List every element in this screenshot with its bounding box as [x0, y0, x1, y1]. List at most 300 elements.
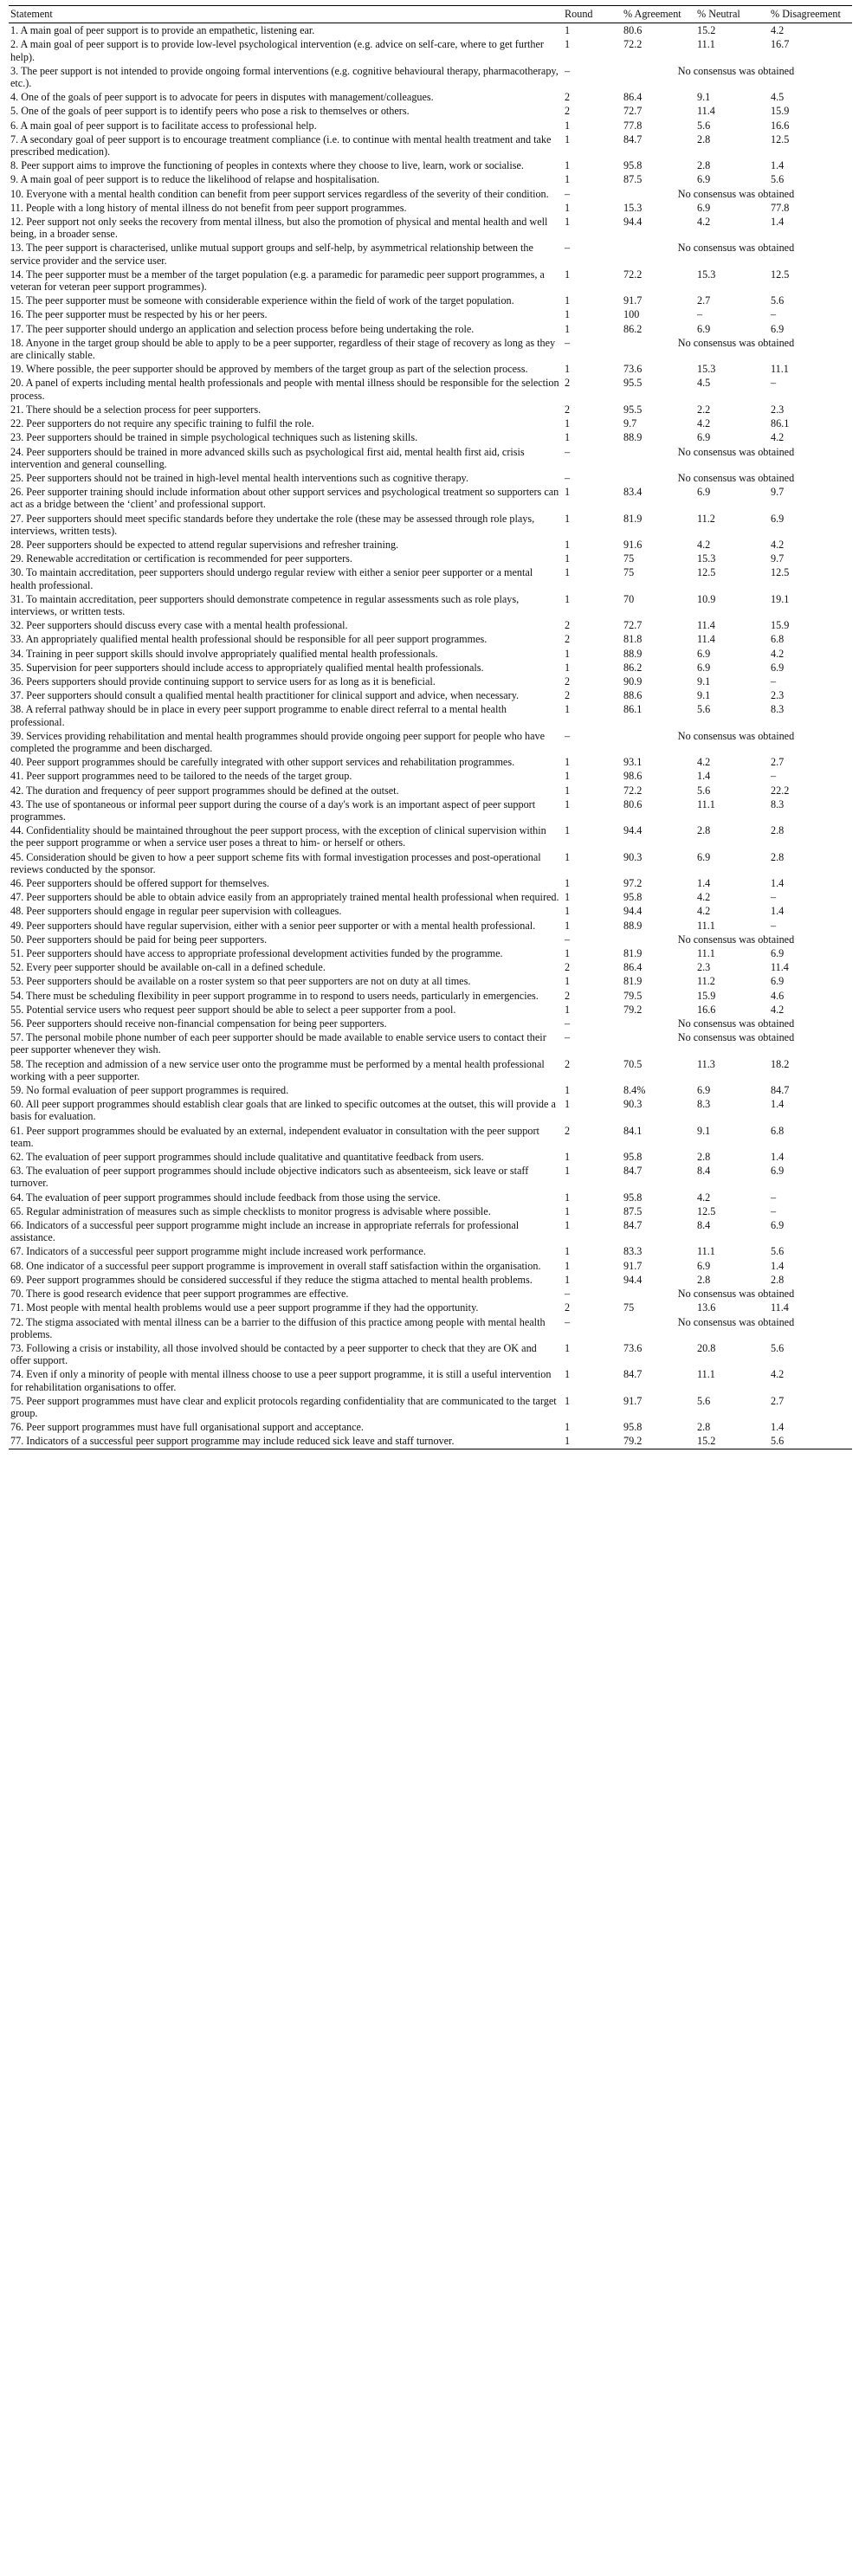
disagreement-cell: 11.4 — [771, 961, 789, 974]
agreement-cell: 90.9 — [623, 675, 643, 688]
neutral-cell: 6.9 — [697, 850, 711, 863]
round-cell: 2 — [565, 1301, 571, 1314]
neutral-cell: 2.8 — [697, 1421, 711, 1434]
table-row — [9, 1003, 852, 1017]
agreement-cell: 81.9 — [623, 975, 643, 988]
no-consensus-cell: No consensus was obtained — [677, 445, 795, 458]
table-row — [9, 336, 852, 362]
disagreement-cell: 2.7 — [771, 756, 785, 769]
table-row — [9, 919, 852, 933]
neutral-cell: 13.6 — [697, 1301, 716, 1314]
disagreement-cell: 4.2 — [771, 647, 785, 660]
table-row — [9, 1164, 852, 1190]
neutral-cell: 4.2 — [697, 891, 711, 904]
statement-cell: 50. Peer supporters should be paid for being peer supporters. — [10, 933, 268, 946]
round-cell: 1 — [565, 1368, 571, 1381]
table-row — [9, 1301, 852, 1314]
agreement-cell: 95.8 — [623, 1191, 643, 1204]
neutral-cell: 11.1 — [697, 797, 715, 810]
round-cell: 1 — [565, 877, 571, 889]
table-row — [9, 172, 852, 186]
statement-cell: 47. Peer supporters should be able to obtain advice easily from an appropriately trained mental health professional when required. — [10, 891, 559, 904]
neutral-cell: 5.6 — [697, 784, 711, 797]
agreement-cell: 73.6 — [623, 1341, 643, 1354]
table-row — [9, 322, 852, 336]
table-row — [9, 23, 852, 38]
round-cell: – — [565, 1288, 571, 1301]
round-cell: 2 — [565, 689, 571, 702]
table-row — [9, 403, 852, 416]
statement-cell: 5. One of the goals of peer support is to identify peers who pose a risk to themselves or others. — [10, 105, 410, 118]
statement-cell: 43. The use of spontaneous or informal peer support during the course of a day's work is an important aspect of peer support programmes. — [10, 797, 536, 823]
round-cell: 1 — [565, 308, 571, 321]
disagreement-cell: 6.9 — [771, 947, 785, 960]
round-cell: 1 — [565, 322, 571, 335]
agreement-cell: 88.9 — [623, 647, 643, 660]
neutral-cell: 4.2 — [697, 905, 711, 918]
round-cell: 1 — [565, 1259, 571, 1272]
agreement-cell: 8.4% — [623, 1084, 646, 1097]
table-row — [9, 960, 852, 974]
disagreement-cell: 9.7 — [771, 486, 785, 499]
statement-cell: 29. Renewable accreditation or certification is recommended for peer supporters. — [10, 552, 352, 565]
table-row — [9, 946, 852, 960]
disagreement-cell: 2.8 — [771, 824, 785, 837]
no-consensus-cell: No consensus was obtained — [677, 471, 795, 484]
neutral-cell: 6.9 — [697, 322, 711, 335]
agreement-cell: 77.8 — [623, 119, 643, 132]
no-consensus-cell: No consensus was obtained — [677, 336, 795, 349]
table-row — [9, 294, 852, 307]
disagreement-cell: 6.9 — [771, 975, 785, 988]
disagreement-cell: – — [771, 770, 777, 783]
disagreement-cell: – — [771, 1204, 777, 1217]
disagreement-cell: 9.7 — [771, 552, 785, 565]
statement-cell: 17. The peer supporter should undergo an application and selection process before being undertaking the role. — [10, 322, 475, 335]
table-row — [9, 187, 852, 201]
agreement-cell: 80.6 — [623, 24, 643, 37]
table-row — [9, 416, 852, 430]
statement-cell: 38. A referral pathway should be in place in every peer support programme to enable direct referral to a mental health professional. — [10, 703, 507, 728]
round-cell: 1 — [565, 1165, 571, 1178]
round-cell: 1 — [565, 1098, 571, 1111]
agreement-cell: 81.9 — [623, 512, 643, 525]
statement-cell: 23. Peer supporters should be trained in simple psychological techniques such as listening skills. — [10, 431, 418, 444]
agreement-cell: 94.4 — [623, 216, 643, 229]
round-cell: 2 — [565, 633, 571, 646]
table-row — [9, 565, 852, 591]
round-cell: – — [565, 242, 571, 255]
round-cell: 2 — [565, 961, 571, 974]
agreement-cell: 94.4 — [623, 905, 643, 918]
table-row — [9, 215, 852, 241]
statement-cell: 16. The peer supporter must be respected by his or her peers. — [10, 308, 268, 321]
round-cell: 1 — [565, 1204, 571, 1217]
agreement-cell: 72.7 — [623, 619, 643, 632]
neutral-cell: 11.1 — [697, 1245, 715, 1258]
table-row — [9, 729, 852, 755]
statement-cell: 48. Peer supporters should engage in regular peer supervision with colleagues. — [10, 905, 342, 918]
statement-cell: 65. Regular administration of measures such as simple checklists to monitor progress is advisable where possible. — [10, 1204, 491, 1217]
agreement-cell: 79.5 — [623, 989, 643, 1002]
disagreement-cell: 2.8 — [771, 850, 785, 863]
agreement-cell: 84.1 — [623, 1124, 643, 1137]
statement-cell: 54. There must be scheduling flexibility in peer support programme in to respond to users needs, particularly in emergencies. — [10, 989, 539, 1002]
neutral-cell: 5.6 — [697, 703, 711, 716]
disagreement-cell: 12.5 — [771, 268, 790, 281]
agreement-cell: 70.5 — [623, 1057, 643, 1070]
neutral-cell: 4.2 — [697, 756, 711, 769]
round-cell: 1 — [565, 119, 571, 132]
statement-cell: 68. One indicator of a successful peer support programme is improvement in overall staff satisfaction within the organisation. — [10, 1259, 541, 1272]
table-row — [9, 268, 852, 294]
table-row — [9, 376, 852, 402]
round-cell: 1 — [565, 201, 571, 214]
statement-cell: 44. Confidentiality should be maintained throughout the peer support process, with the exception of clinical supervision within the peer support programme or when a service user poses a threat to him- or herself or others. — [10, 824, 546, 849]
statement-cell: 28. Peer supporters should be expected to attend regular supervisions and refresher training. — [10, 538, 399, 551]
round-cell: 1 — [563, 1434, 622, 1449]
neutral-cell: 1.4 — [697, 770, 711, 783]
round-cell: 1 — [565, 216, 571, 229]
table-row — [9, 1204, 852, 1218]
statement-cell: 62. The evaluation of peer support programmes should include qualitative and quantitative feedback from users. — [10, 1151, 484, 1164]
neutral-cell: 2.3 — [697, 961, 711, 974]
statement-cell: 52. Every peer supporter should be available on-call in a defined schedule. — [10, 961, 326, 974]
disagreement-cell: 1.4 — [771, 216, 785, 229]
agreement-cell: 98.6 — [623, 770, 643, 783]
agreement-cell: 95.8 — [623, 159, 643, 172]
round-cell: – — [565, 471, 571, 484]
table-row — [9, 201, 852, 215]
neutral-cell: 6.9 — [697, 1259, 711, 1272]
table-row — [9, 430, 852, 444]
neutral-cell: 12.5 — [697, 1204, 716, 1217]
disagreement-cell: 4.2 — [771, 431, 785, 444]
round-cell: 1 — [565, 661, 571, 674]
round-cell: 2 — [565, 377, 571, 390]
neutral-cell: 9.1 — [697, 689, 711, 702]
agreement-cell: 72.2 — [623, 38, 643, 51]
disagreement-cell: 1.4 — [771, 1098, 785, 1111]
statement-cell: 58. The reception and admission of a new service user onto the programme must be performed by a mental health professional working with a peer supporter. — [10, 1057, 545, 1082]
table-row — [9, 797, 852, 823]
no-consensus-cell: No consensus was obtained — [677, 1031, 795, 1044]
round-cell: 2 — [565, 91, 571, 104]
table-row — [9, 1017, 852, 1030]
table-row — [9, 512, 852, 538]
table-row — [9, 1420, 852, 1434]
table-row — [9, 1315, 852, 1341]
round-cell: 2 — [565, 1124, 571, 1137]
statement-cell: 73. Following a crisis or instability, all those involved should be contacted by a peer supporter to check that they are OK and offer support. — [10, 1341, 537, 1367]
neutral-cell: 11.1 — [697, 947, 715, 960]
agreement-cell: 75 — [623, 552, 635, 565]
neutral-cell: 2.8 — [697, 159, 711, 172]
no-consensus-cell: No consensus was obtained — [677, 1315, 795, 1328]
round-cell: – — [565, 1017, 571, 1030]
table-row — [9, 445, 852, 471]
agreement-cell: 86.4 — [623, 91, 643, 104]
round-cell: 1 — [565, 173, 571, 186]
statement-cell: 33. An appropriately qualified mental health professional should be responsible for all peer support programmes. — [10, 633, 488, 646]
disagreement-cell: 12.5 — [771, 132, 790, 145]
consensus-table — [9, 5, 852, 1449]
neutral-cell: 11.1 — [697, 38, 715, 51]
disagreement-cell: – — [771, 1191, 777, 1204]
agreement-cell: 72.2 — [623, 268, 643, 281]
round-cell: 1 — [565, 268, 571, 281]
disagreement-cell: 2.8 — [771, 1273, 785, 1286]
round-cell: 1 — [565, 947, 571, 960]
table-row — [9, 1341, 852, 1367]
neutral-cell: 11.1 — [697, 919, 715, 932]
neutral-cell: 11.2 — [697, 975, 715, 988]
round-cell: 2 — [565, 675, 571, 688]
agreement-cell: 83.3 — [623, 1245, 643, 1258]
statement-cell: 74. Even if only a minority of people with mental illness choose to use a peer support programme, it is still a useful intervention for rehabilitation organisations to offer. — [10, 1368, 552, 1393]
table-row — [9, 823, 852, 849]
table-row — [9, 104, 852, 118]
disagreement-cell: 4.2 — [771, 1003, 785, 1016]
statement-cell: 11. People with a long history of mental illness do not benefit from peer support programmes. — [10, 201, 407, 214]
statement-cell: 42. The duration and frequency of peer support programmes should be defined at the outset. — [10, 784, 399, 797]
agreement-cell: 90.3 — [623, 1098, 643, 1111]
neutral-cell: 11.1 — [697, 1368, 715, 1381]
statement-cell: 30. To maintain accreditation, peer supporters should undergo regular review with either a senior peer supporter or a mental health professional. — [10, 566, 533, 591]
no-consensus-cell: No consensus was obtained — [677, 64, 795, 77]
round-cell: 1 — [565, 566, 571, 579]
agreement-cell: 84.7 — [623, 1368, 643, 1381]
round-cell: 1 — [565, 159, 571, 172]
statement-cell: 20. A panel of experts including mental health professionals and people with mental illness should be responsible for the selection process. — [10, 377, 559, 402]
table-row — [9, 784, 852, 797]
statement-cell: 77. Indicators of a successful peer support programme may include reduced sick leave and staff turnover. — [9, 1434, 563, 1449]
disagreement-cell: 4.2 — [771, 538, 785, 551]
table-row — [9, 661, 852, 675]
neutral-cell: 9.1 — [697, 675, 711, 688]
table-row — [9, 1124, 852, 1150]
agreement-cell: 84.7 — [623, 132, 643, 145]
neutral-cell: 15.9 — [697, 989, 716, 1002]
round-cell: 1 — [565, 1084, 571, 1097]
agreement-cell: 73.6 — [623, 363, 643, 376]
neutral-cell: 10.9 — [697, 592, 716, 605]
header-round: Round — [563, 6, 622, 23]
round-cell: 1 — [565, 824, 571, 837]
round-cell: 1 — [565, 1191, 571, 1204]
round-cell: 1 — [565, 919, 571, 932]
disagreement-cell: 2.3 — [771, 403, 785, 416]
round-cell: 2 — [565, 1057, 571, 1070]
disagreement-cell: 5.6 — [771, 173, 785, 186]
table-row — [9, 632, 852, 646]
agreement-cell: 72.7 — [623, 105, 643, 118]
statement-cell: 26. Peer supporter training should include information about other support services and psychological treatment so supporters can act as a bridge between the ‘client’ and professional support. — [10, 486, 559, 511]
round-cell: – — [565, 933, 571, 946]
statement-cell: 7. A secondary goal of peer support is to encourage treatment compliance (i.e. to continue with mental health treatment and take prescribed medication). — [10, 132, 552, 158]
table-body — [9, 23, 852, 1449]
disagreement-cell: 84.7 — [771, 1084, 790, 1097]
agreement-cell: 83.4 — [623, 486, 643, 499]
table-row — [9, 119, 852, 132]
table-row — [9, 1083, 852, 1097]
neutral-cell: 6.9 — [697, 1084, 711, 1097]
round-cell: 1 — [565, 1003, 571, 1016]
neutral-cell: 11.4 — [697, 105, 715, 118]
round-cell: 2 — [565, 105, 571, 118]
neutral-cell: 6.9 — [697, 431, 711, 444]
round-cell: – — [565, 1315, 571, 1328]
disagreement-cell: – — [771, 675, 777, 688]
statement-cell: 61. Peer support programmes should be evaluated by an external, independent evaluator in consultation with the peer support team. — [10, 1124, 539, 1149]
round-cell: 1 — [565, 363, 571, 376]
round-cell: 1 — [565, 905, 571, 918]
round-cell: 1 — [565, 1273, 571, 1286]
neutral-cell: 2.8 — [697, 824, 711, 837]
agreement-cell: 75 — [623, 566, 635, 579]
agreement-cell: 95.5 — [623, 377, 643, 390]
disagreement-cell: 6.9 — [771, 512, 785, 525]
statement-cell: 70. There is good research evidence that peer support programmes are effective. — [10, 1288, 349, 1301]
agreement-cell: 100 — [623, 308, 640, 321]
statement-cell: 40. Peer support programmes should be carefully integrated with other support services and rehabilitation programmes. — [10, 756, 515, 769]
statement-cell: 6. A main goal of peer support is to facilitate access to professional help. — [10, 119, 317, 132]
agreement-cell: 97.2 — [623, 877, 643, 889]
neutral-cell: 4.2 — [697, 216, 711, 229]
table-row — [9, 37, 852, 63]
disagreement-cell: – — [771, 891, 777, 904]
disagreement-cell: 1.4 — [771, 1421, 785, 1434]
header-statement: Statement — [9, 6, 563, 23]
table-row — [9, 1057, 852, 1083]
disagreement-cell: 1.4 — [771, 1259, 785, 1272]
statement-cell: 76. Peer support programmes must have full organisational support and acceptance. — [10, 1421, 364, 1434]
disagreement-cell: 2.7 — [771, 1394, 785, 1407]
table-row — [9, 552, 852, 565]
agreement-cell: 86.2 — [623, 661, 643, 674]
table-row — [9, 933, 852, 946]
table-row — [9, 989, 852, 1003]
round-cell: – — [565, 729, 571, 742]
table-row — [9, 1367, 852, 1393]
table-row — [9, 64, 852, 90]
disagreement-cell: 6.9 — [771, 1219, 785, 1232]
neutral-cell: 5.6 — [697, 1394, 711, 1407]
table-row — [9, 850, 852, 876]
table-row — [9, 702, 852, 728]
agreement-cell: 87.5 — [623, 1204, 643, 1217]
disagreement-cell: 86.1 — [771, 417, 790, 430]
round-cell: 1 — [565, 24, 571, 37]
neutral-cell: 15.2 — [695, 1434, 769, 1449]
table-row — [9, 974, 852, 988]
table-row — [9, 890, 852, 904]
table-row — [9, 538, 852, 552]
statement-cell: 39. Services providing rehabilitation and mental health programmes should provide ongoing peer support for people who have completed the programme and been discharged. — [10, 729, 546, 754]
round-cell: 1 — [565, 1151, 571, 1164]
neutral-cell: 16.6 — [697, 1003, 716, 1016]
table-row — [9, 876, 852, 890]
statement-cell: 31. To maintain accreditation, peer supporters should demonstrate competence in regular assessments such as role plays, interviews, or written tests. — [10, 592, 520, 617]
disagreement-cell: 4.5 — [771, 91, 785, 104]
table-row — [9, 485, 852, 511]
statement-cell: 46. Peer supporters should be offered support for themselves. — [10, 877, 269, 889]
table-row — [9, 1273, 852, 1287]
table-row — [9, 675, 852, 688]
agreement-cell: 94.4 — [623, 1273, 643, 1286]
disagreement-cell: 16.6 — [771, 119, 790, 132]
agreement-cell: 91.6 — [623, 538, 643, 551]
round-cell: 2 — [565, 619, 571, 632]
table-row — [9, 769, 852, 783]
agreement-cell: 72.2 — [623, 784, 643, 797]
disagreement-cell: 4.2 — [771, 24, 785, 37]
neutral-cell: 6.9 — [697, 647, 711, 660]
disagreement-cell: 6.8 — [771, 633, 785, 646]
agreement-cell: 87.5 — [623, 173, 643, 186]
table-row — [9, 904, 852, 918]
table-header — [9, 6, 852, 23]
round-cell: 1 — [565, 770, 571, 783]
disagreement-cell: 6.8 — [771, 1124, 785, 1137]
round-cell: 1 — [565, 538, 571, 551]
statement-cell: 22. Peer supporters do not require any specific training to fulfil the role. — [10, 417, 314, 430]
agreement-cell: 84.7 — [623, 1219, 643, 1232]
disagreement-cell: 77.8 — [771, 201, 790, 214]
neutral-cell: 5.6 — [697, 119, 711, 132]
statement-cell: 60. All peer support programmes should establish clear goals that are linked to specific outcomes at the outset, this will provide a basis for evaluation. — [10, 1098, 556, 1123]
statement-cell: 8. Peer support aims to improve the functioning of peoples in contexts where they choose to live, learn, work or socialise. — [10, 159, 524, 172]
disagreement-cell: 11.1 — [771, 363, 789, 376]
agreement-cell: 80.6 — [623, 797, 643, 810]
statement-cell: 64. The evaluation of peer support programmes should include feedback from those using the service. — [10, 1191, 441, 1204]
disagreement-cell: 5.6 — [771, 294, 785, 307]
neutral-cell: 2.8 — [697, 132, 711, 145]
neutral-cell: 8.4 — [697, 1219, 711, 1232]
statement-cell: 45. Consideration should be given to how a peer support scheme fits with formal investigation processes and post-operational reviews conducted by the sponsor. — [10, 850, 541, 875]
statement-cell: 3. The peer support is not intended to provide ongoing formal interventions (e.g. cognitive behavioural therapy, pharmacotherapy, etc.). — [10, 64, 559, 90]
round-cell: 1 — [565, 647, 571, 660]
round-cell: 1 — [565, 1219, 571, 1232]
disagreement-cell: 4.2 — [771, 1368, 785, 1381]
round-cell: 1 — [565, 703, 571, 716]
disagreement-cell: 6.9 — [771, 322, 785, 335]
statement-cell: 66. Indicators of a successful peer support programme might include an increase in appropriate referrals for professional assistance. — [10, 1219, 520, 1244]
no-consensus-cell: No consensus was obtained — [677, 933, 795, 946]
statement-cell: 53. Peer supporters should be available on a roster system so that peer supporters are not on duty at all times. — [10, 975, 471, 988]
neutral-cell: 20.8 — [697, 1341, 716, 1354]
neutral-cell: 15.3 — [697, 552, 716, 565]
statement-cell: 10. Everyone with a mental health condition can benefit from peer support services regardless of the severity of their condition. — [10, 187, 549, 200]
neutral-cell: 8.3 — [697, 1098, 711, 1111]
agreement-cell: 95.5 — [623, 403, 643, 416]
statement-cell: 2. A main goal of peer support is to provide low-level psychological intervention (e.g. advice on self-care, where to get further help). — [10, 38, 544, 63]
statement-cell: 37. Peer supporters should consult a qualified mental health practitioner for clinical support and advice, when necessary. — [10, 689, 520, 702]
table-row — [9, 618, 852, 632]
disagreement-cell: 1.4 — [771, 159, 785, 172]
table-row — [9, 1097, 852, 1123]
neutral-cell: 11.3 — [697, 1057, 715, 1070]
round-cell: 1 — [565, 417, 571, 430]
disagreement-cell: 1.4 — [771, 1151, 785, 1164]
agreement-cell: 81.8 — [623, 633, 643, 646]
disagreement-cell: – — [771, 919, 777, 932]
neutral-cell: 11.4 — [697, 619, 715, 632]
header-neutral: % Neutral — [695, 6, 769, 23]
statement-cell: 24. Peer supporters should be trained in more advanced skills such as psychological first aid, mental health first aid, crisis intervention and general counselling. — [10, 445, 525, 470]
agreement-cell: 70 — [623, 592, 635, 605]
statement-cell: 69. Peer support programmes should be considered successful if they reduce the stigma attached to mental health problems. — [10, 1273, 533, 1286]
